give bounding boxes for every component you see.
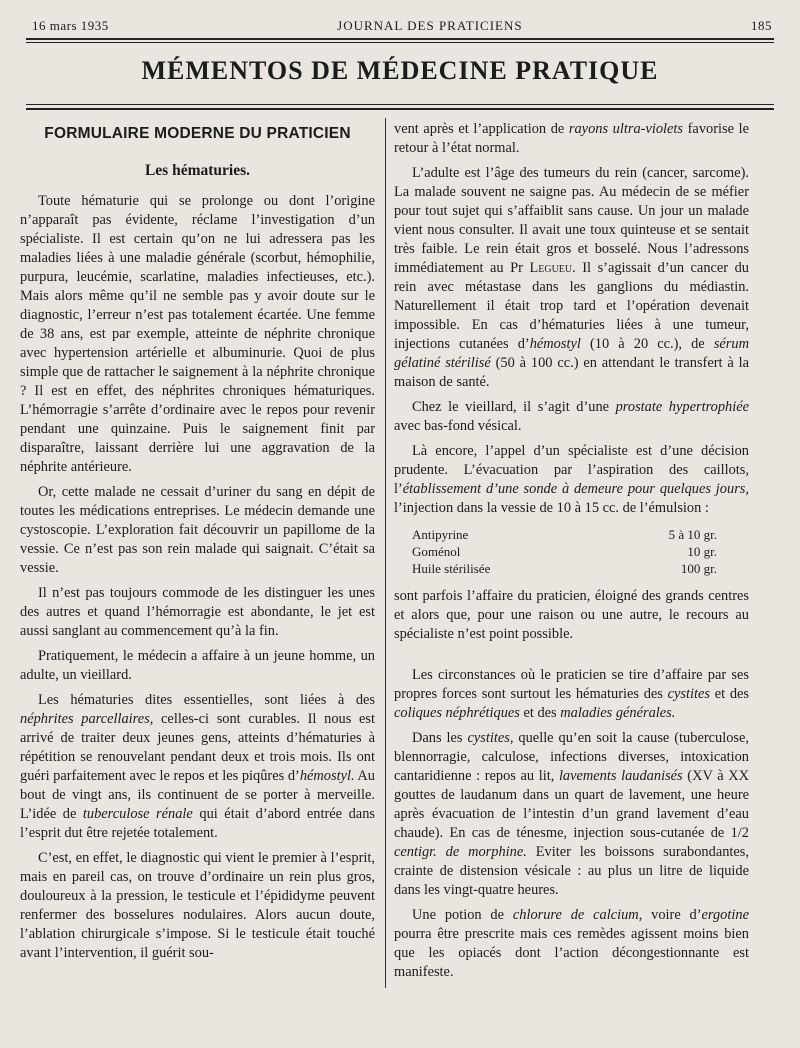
italic-term: cystites,: [467, 730, 514, 746]
paragraph: [394, 906, 749, 982]
paragraph: C’est, en effet, le diagnostic qui vient le premier à l’esprit, mais en pareil cas, on trouve d’ordinaire un rein plus gros, douloureux à la pression, le testicule et l’épididyme peuvent renfermer des bosselures nodulaires. Alors aucun doute, l’ablation chirurgicale s’impose. Si le testicule était touché avant l’intervention, il guérit sou-: [20, 850, 375, 961]
text-run: Les circonstances où le praticien se tire d’affaire par ses propres forces sont surtout les hématuries des: [394, 667, 749, 702]
paragraph: Toute hématurie qui se prolonge ou dont l’origine n’apparaît pas évidente, réclame l’investigation d’un spécialiste. Il est certain qu’on ne lui adressera pas les maladies liées à une maladie générale (scorbut, hémophilie, purpura, leucémie, scarlatine, maladies infectieuses, etc.). Mais alors même qu’il ne semble pas y avoir doute sur le diagnostic, l’erreur n’est pas totalement écartée. Une femme de 38 ans, est par exemple, atteinte de néphrite chronique avec hypertension artérielle et albuminurie. Quoi de plus simple que de rattacher le saignement à la néphrite chronique ? Il est en effet, des néphrites chroniques hématuriques. L’hémorragie s’arrête d’ordinaire avec le repos pour revenir pendant une quinzaine. Puis le saignement finit par disparaître, laissant derrière lui une aggravation de la néphrite antérieure.: [20, 193, 375, 475]
text-run: l’injection dans la vessie de 10 à 15 cc. de l’émulsion :: [394, 500, 709, 516]
italic-term: lavements laudanisés: [558, 768, 683, 784]
italic-term: hémostyl.: [299, 768, 355, 784]
text-run: (XV à XX gouttes de laudanum dans un quart de lavement, une heure après évacuation de l’intestin d’un grand lavement d’eau chaude). En cas de ténesme, injection sous-cutanée de 1/2: [394, 768, 749, 841]
text-run: et des: [519, 705, 561, 721]
text-run: qui était d’abord entrée dans l’esprit dut être rejetée totalement.: [20, 806, 375, 841]
italic-term: sérum gélatiné stérilisé: [394, 336, 749, 371]
title-rule-thin: [26, 104, 774, 105]
header-rule-thick: [26, 38, 774, 40]
text-run: vent après et l’application de: [394, 121, 569, 137]
section-title: FORMULAIRE MODERNE DU PRATICIEN: [44, 125, 351, 142]
text-run: favorise le retour à l’état normal.: [394, 121, 749, 156]
paragraph: [394, 120, 749, 158]
left-column: [20, 120, 375, 969]
page-title: MÉMENTOS DE MÉDECINE PRATIQUE: [141, 56, 659, 85]
italic-term: maladies générales.: [560, 705, 676, 721]
text-run: . Il s’agissait d’un cancer du rein avec métastase dans les ganglions du médiastin. Naturellement il était trop tard et l’opération devenait impossible. En cas d’hématuries liées à une tumeur, injections cutanées d’: [394, 260, 749, 352]
issue-date: 16 mars 1935: [32, 18, 109, 33]
ingredient-qty: 10 gr.: [687, 544, 717, 559]
paragraph: [20, 691, 375, 843]
ingredient-qty: 5 à 10 gr.: [668, 527, 717, 542]
italic-term: établissement d’une sonde à demeure pour quelques jours,: [402, 481, 749, 497]
prescription-table: [412, 526, 717, 577]
ingredient-name: Antipyrine: [412, 527, 469, 542]
text-run: Les hématuries dites essentielles, sont liées à des: [38, 692, 375, 708]
text-run: quelle qu’en soit la cause (tuberculose, blennorragie, calculose, infections diverses, intoxication cantaridienne : repos au lit,: [394, 730, 749, 784]
text-run: celles-ci sont curables. Il nous est arrivé de traiter deux jeunes gens, atteints d’hématuries à répétition se renouvelant pendant deux et trois mois. Ils ont guéri parfaitement avec le repos et les piqûres d’: [20, 711, 376, 784]
text-run: Chez le vieillard, il s’agit d’une: [412, 399, 616, 415]
text-run: avec bas-fond vésical.: [394, 418, 522, 434]
italic-term: prostate hypertrophiée: [615, 399, 749, 415]
paragraph: [394, 442, 749, 518]
ingredient-name: Huile stérilisée: [412, 561, 491, 576]
ingredient-qty: 100 gr.: [680, 561, 717, 576]
text-run: (50 à 100 cc.) en attendant le transfert à la maison de santé.: [394, 355, 749, 390]
paragraph: sont parfois l’affaire du praticien, éloigné des grands centres et alors que, pour une raison ou une autre, le recours au spécialiste n’est point possible.: [394, 588, 749, 642]
page-number: 185: [750, 18, 772, 33]
paragraph: [394, 398, 749, 436]
column-divider: [385, 118, 386, 988]
right-column: [394, 120, 749, 988]
text-run: L’adulte est l’âge des tumeurs du rein (cancer, sarcome). La malade souvent ne saigne pas. Au médecin de se méfier pour tout sujet qui s’affaiblit sans cause. Un jour un malade vient nous consulter. Il avait une toux quinteuse et se sentait très faible. Le rein était gros et bosselé. Nous l’adressons immédiatement au Pr: [394, 165, 749, 276]
paragraph: [394, 164, 749, 392]
text-run: (10 à 20 cc.), de: [580, 336, 714, 352]
paragraph: Or, cette malade ne cessait d’uriner du sang en dépit de toutes les médications entreprises. Le médecin demande une cystoscopie. L’exploration fait découvrir un papillome de la vessie. Ce n’est pas son rein malade qui saignait. C’était sa vessie.: [20, 484, 375, 576]
title-rule-thick: [26, 108, 774, 110]
italic-term: rayons ultra-violets: [568, 121, 684, 137]
paragraph: Pratiquement, le médecin a affaire à un jeune homme, un adulte, un vieillard.: [20, 648, 375, 683]
text-run: Une potion de: [412, 907, 513, 923]
prescription-row: [412, 560, 717, 577]
text-run: Eviter les boissons surabondantes, crainte de distension vésicale : au plus un litre de liquide dans les vingt-quatre heures.: [394, 844, 749, 898]
header-rule-thin: [26, 42, 774, 43]
paragraph: [394, 729, 749, 900]
text-run: et des: [710, 686, 750, 702]
italic-term: tuberculose rénale: [82, 806, 193, 822]
paragraph: [394, 666, 749, 723]
prescription-row: [412, 543, 717, 560]
text-run: Dans les: [412, 730, 468, 746]
text-run: voire d’: [642, 907, 702, 923]
italic-term: chlorure de calcium,: [512, 907, 643, 923]
italic-term: cystites: [667, 686, 710, 702]
running-header: [32, 18, 772, 38]
author-name: Legueu: [529, 260, 573, 276]
italic-term: ergotine: [701, 907, 749, 923]
text-run: Là encore, l’appel d’un spécialiste est d’une décision prudente. L’évacuation par l’aspiration des caillots, l’: [394, 443, 749, 497]
italic-term: centigr. de morphine.: [394, 844, 527, 860]
italic-term: néphrites parcellaires,: [20, 711, 154, 727]
italic-term: coliques néphrétiques: [394, 705, 520, 721]
italic-term: hémostyl: [529, 336, 581, 352]
ingredient-name: Goménol: [412, 544, 461, 559]
journal-name: JOURNAL DES PRATICIENS: [337, 18, 523, 33]
paragraph: Il n’est pas toujours commode de les distinguer les unes des autres et quand l’hémorragie est abondante, le jet est aussi sanglant au commencement qu’à la fin.: [20, 585, 375, 639]
text-run: pourra être prescrite mais ces remèdes agissent moins bien que les opiacés dont l’action décongestionnante est manifeste.: [394, 926, 749, 980]
text-run: Au bout de vingt ans, ils continuent de se porter à merveille. L’idée de: [20, 768, 375, 822]
article-subtitle: Les hématuries.: [144, 162, 251, 179]
prescription-row: [412, 526, 717, 543]
